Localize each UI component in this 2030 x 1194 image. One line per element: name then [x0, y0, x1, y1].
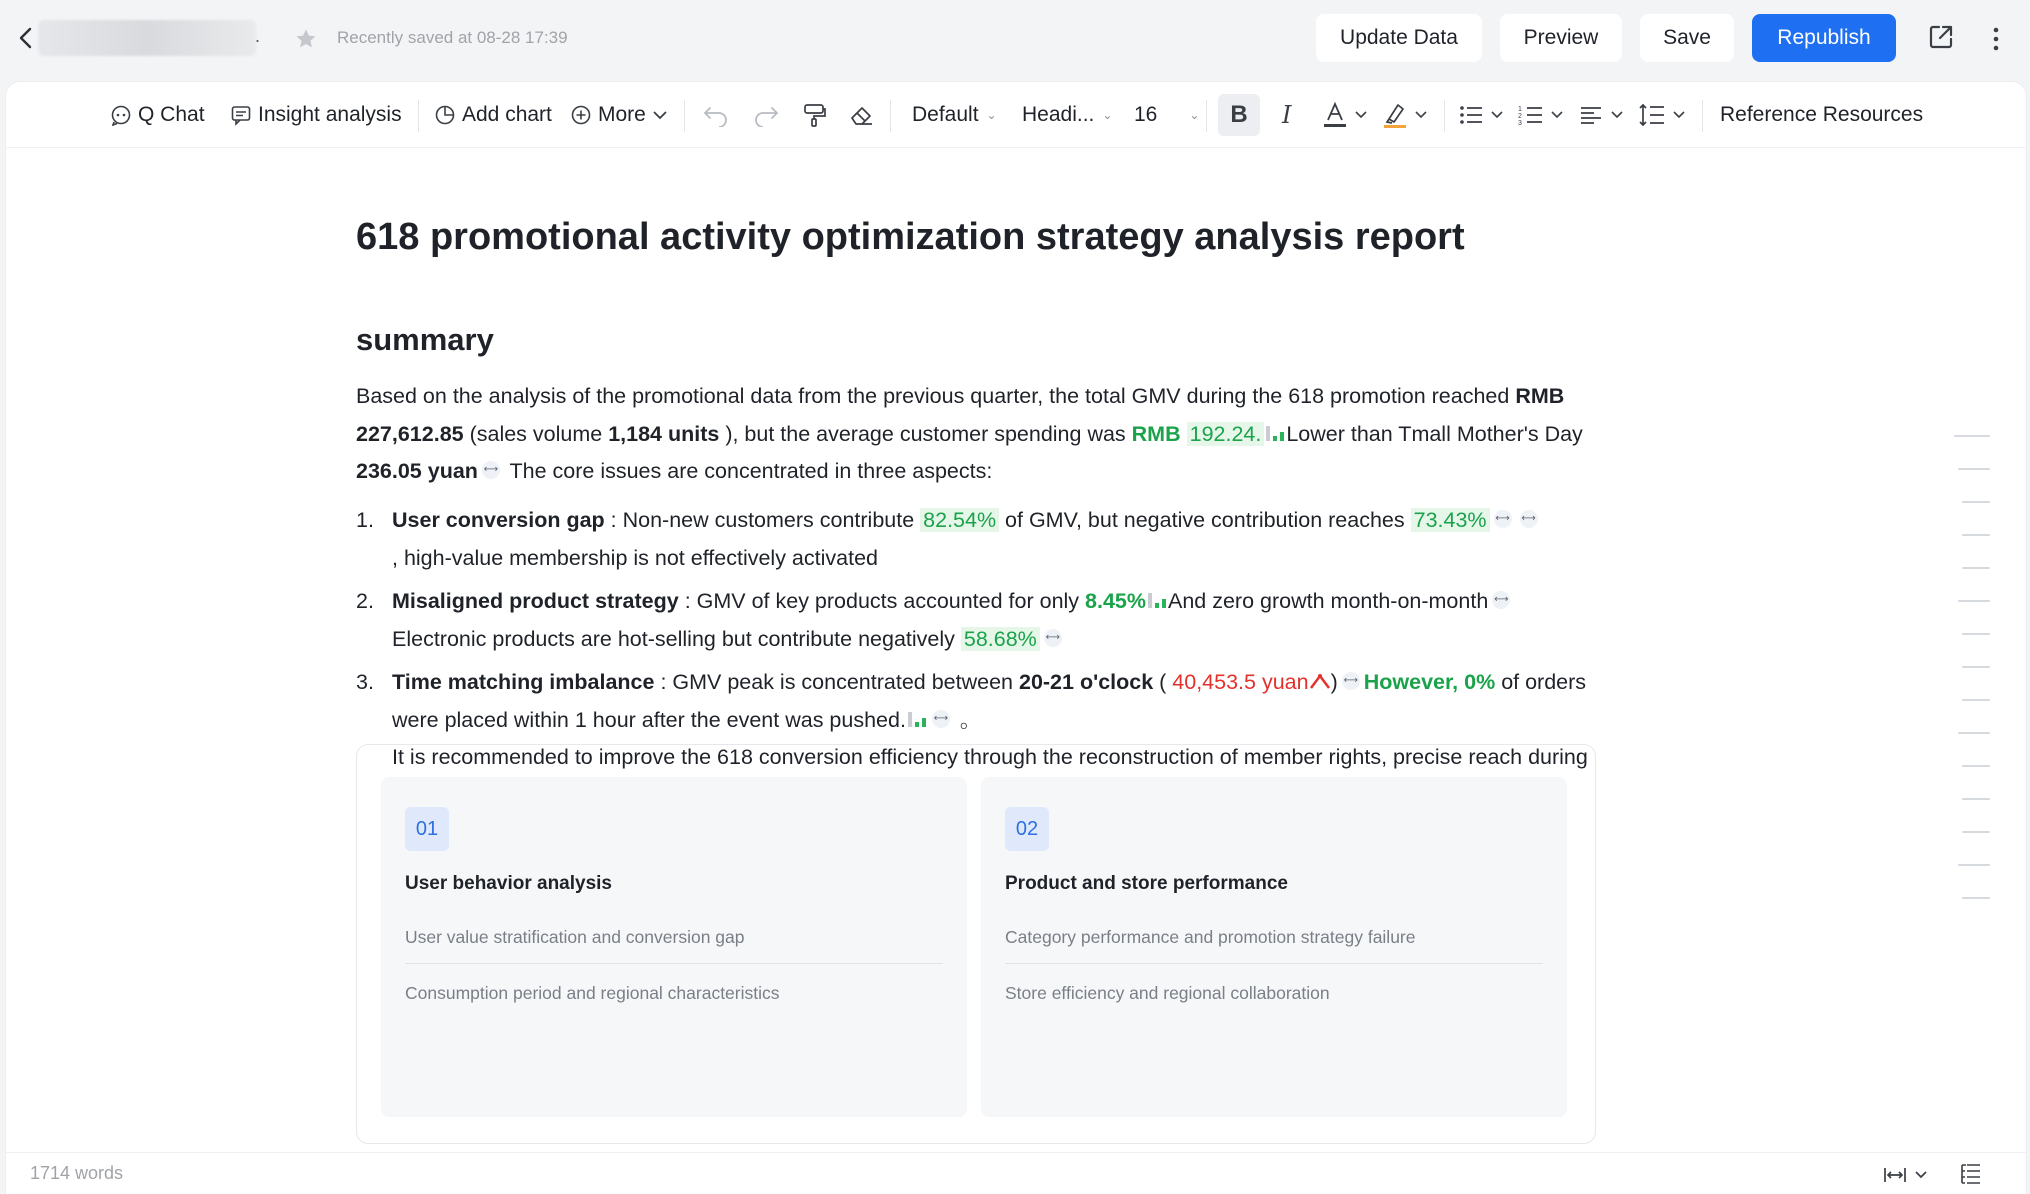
chevron-down-icon: [1490, 110, 1504, 120]
star-icon[interactable]: [294, 27, 318, 51]
mothers-day-value: 236.05 yuan: [356, 459, 478, 483]
font-size-value: 16: [1134, 103, 1158, 126]
list-item-title: Time matching imbalance: [392, 670, 655, 694]
card-number: 01: [405, 807, 449, 851]
undo-button[interactable]: [702, 96, 730, 134]
text-run: And zero growth month-on-month: [1168, 589, 1489, 613]
bullet-list-icon: [1458, 103, 1484, 127]
update-data-button[interactable]: Update Data: [1316, 14, 1482, 62]
outline-entry[interactable]: [1962, 633, 1990, 635]
more-label: More: [598, 103, 646, 126]
mini-bar-chart-icon[interactable]: [1146, 589, 1168, 611]
list-number: 2.: [356, 589, 374, 613]
chevron-down-icon: [1610, 110, 1624, 120]
mini-bar-chart-icon[interactable]: [906, 708, 928, 730]
chevron-down-icon: [1414, 110, 1428, 120]
status-bar: [6, 1152, 2026, 1194]
text-run: ), but the average customer spending was: [719, 421, 1132, 446]
outline-entry[interactable]: [1958, 732, 1990, 734]
link-icon[interactable]: ⟷: [1520, 510, 1538, 528]
card-subtopic[interactable]: User value stratification and conversion gap: [405, 927, 745, 947]
clear-format-button[interactable]: [848, 96, 876, 134]
q-chat-button[interactable]: [110, 96, 205, 134]
add-chart-label: Add chart: [462, 103, 552, 126]
list-number: 3.: [356, 670, 374, 694]
redo-icon: [752, 103, 780, 127]
bullet-list-button[interactable]: [1458, 96, 1504, 134]
font-size-select[interactable]: [1134, 96, 1199, 134]
text-color-button[interactable]: [1322, 96, 1368, 134]
format-painter-button[interactable]: [802, 96, 828, 134]
toolbar-divider: [418, 100, 419, 132]
chevron-down-icon: ⌄: [1102, 108, 1113, 122]
text-run: : GMV of key products accounted for only: [678, 589, 1086, 613]
link-icon[interactable]: ⟷: [1492, 591, 1510, 609]
peak-time: 20-21 o'clock: [1018, 670, 1154, 694]
list-number: 1.: [356, 508, 374, 532]
italic-button[interactable]: I: [1282, 101, 1292, 129]
top-bar: [0, 0, 2030, 78]
align-button[interactable]: [1578, 96, 1624, 134]
q-chat-label: Q Chat: [138, 103, 205, 126]
line-height-button[interactable]: [1638, 96, 1686, 134]
text-run: Based on the analysis of the promotional data from the previous quarter, the total GMV during the 618 promotion reached: [356, 384, 1516, 408]
outline-entry[interactable]: [1962, 534, 1990, 536]
save-button[interactable]: Save: [1640, 14, 1734, 62]
highlight-color-button[interactable]: [1382, 96, 1428, 134]
avg-spending-value: 192.24.: [1187, 422, 1265, 446]
gmv-value: RMB 227,612.85: [356, 384, 1565, 446]
chat-bot-icon: [110, 104, 132, 126]
format-painter-icon: [802, 102, 828, 128]
card-subtopic[interactable]: Category performance and promotion strategy failure: [1005, 927, 1416, 947]
list-item: [356, 583, 1606, 658]
text-run: : GMV peak is concentrated between: [654, 670, 1019, 694]
comment-icon: [230, 104, 252, 126]
align-left-icon: [1578, 103, 1604, 127]
link-icon[interactable]: ⟷: [932, 710, 950, 728]
back-button[interactable]: [12, 22, 40, 54]
recommendation-text: It is recommended to improve the 618 conversion efficiency through the reconstruction of member rights, precise reach during: [392, 745, 1588, 769]
text-run: of GMV, but negative contribution reaches: [999, 508, 1411, 532]
republish-button[interactable]: Republish: [1752, 14, 1896, 62]
toolbar-divider: [1206, 100, 1207, 132]
outline-entry[interactable]: [1962, 567, 1990, 569]
text-run: (: [1153, 670, 1173, 694]
text-run: ): [1330, 670, 1338, 694]
text-run: The core issues are concentrated in three aspects:: [503, 459, 993, 483]
font-family-value: Default: [912, 103, 979, 126]
divider: [405, 963, 943, 964]
chevron-down-icon: [1354, 110, 1368, 120]
mini-bar-chart-icon[interactable]: [1264, 422, 1286, 444]
eraser-icon: [848, 102, 876, 128]
outline-entry[interactable]: [1958, 864, 1990, 866]
avg-label: RMB: [1131, 421, 1181, 446]
outline-entry[interactable]: [1962, 798, 1990, 800]
chevron-down-icon: ⌄: [1189, 108, 1200, 122]
chevron-down-icon: [1672, 110, 1686, 120]
text-run: : Non-new customers contribute: [604, 508, 921, 532]
insight-analysis-label: Insight analysis: [258, 103, 402, 126]
conversion-value: However, 0%: [1363, 670, 1496, 694]
outline-entry[interactable]: [1962, 666, 1990, 668]
bold-button[interactable]: B: [1218, 94, 1260, 136]
toolbar-divider: [890, 100, 891, 132]
heading-value: Headi...: [1022, 103, 1095, 126]
card-subtopic[interactable]: Store efficiency and regional collaboration: [1005, 983, 1330, 1003]
link-icon[interactable]: ⟷: [1342, 672, 1360, 690]
outline-entry[interactable]: [1962, 897, 1990, 899]
metric-value: 58.68%: [961, 627, 1040, 651]
toolbar-divider: [1702, 100, 1703, 132]
more-vertical-icon[interactable]: [1986, 24, 2006, 54]
text-run: of orders were placed within 1 hour after the event was pushed.: [392, 670, 1587, 732]
outline-entry[interactable]: [1958, 600, 1990, 602]
preview-button[interactable]: Preview: [1500, 14, 1622, 62]
chevron-left-icon: [18, 26, 34, 50]
svg-text:3: 3: [1518, 120, 1522, 127]
chevron-down-icon: ⌄: [986, 108, 997, 122]
text-run: , high-value membership is not effectively activated: [392, 545, 878, 570]
insight-analysis-button[interactable]: [230, 96, 402, 134]
numbered-list-button[interactable]: [1518, 96, 1564, 134]
text-run: (sales volume: [463, 421, 609, 446]
outline-entry[interactable]: [1954, 435, 1990, 437]
line-height-icon: [1638, 102, 1666, 128]
outline-toggle-icon[interactable]: [1958, 1161, 1984, 1187]
undo-icon: [702, 103, 730, 127]
document-title: 618 promotional activity optimization strategy analysis report: [356, 216, 1465, 258]
outline-entry[interactable]: [1962, 699, 1990, 701]
svg-text:1: 1: [1518, 106, 1522, 113]
redo-button[interactable]: [752, 96, 780, 134]
toolbar-divider: [684, 100, 685, 132]
toc-card[interactable]: [981, 777, 1567, 1117]
summary-paragraph: [356, 378, 1596, 491]
document-name-redacted[interactable]: [38, 20, 256, 56]
peak-chart-icon[interactable]: [1309, 670, 1331, 692]
reference-resources-button[interactable]: Reference Resources: [1720, 103, 1924, 126]
highlighter-icon: [1382, 101, 1408, 129]
metric-value: 8.45%: [1085, 589, 1146, 613]
card-title: User behavior analysis: [405, 873, 612, 894]
outline-entry[interactable]: [1962, 765, 1990, 767]
outline-entry[interactable]: [1958, 468, 1990, 470]
list-item: [356, 502, 1606, 577]
peak-gmv-value: 40,453.5 yuan: [1172, 670, 1309, 694]
card-number: 02: [1005, 807, 1049, 851]
heading-select[interactable]: [1022, 96, 1112, 134]
page-width-icon[interactable]: [1882, 1163, 1932, 1187]
document-name-suffix: .: [255, 26, 261, 46]
save-status: Recently saved at 08-28 17:39: [337, 28, 568, 47]
list-item-title: User conversion gap: [392, 508, 605, 532]
editor-toolbar: [6, 82, 2026, 148]
table-of-contents-block: [356, 744, 1596, 1144]
pie-chart-icon: [434, 104, 456, 126]
link-icon[interactable]: ⟷: [482, 461, 500, 479]
open-external-icon[interactable]: [1926, 22, 1956, 52]
link-icon[interactable]: ⟷: [1044, 629, 1062, 647]
text-color-icon: [1322, 101, 1348, 129]
summary-heading: summary: [356, 322, 494, 357]
link-icon[interactable]: ⟷: [1494, 510, 1512, 528]
units-value: 1,184 units: [608, 421, 720, 446]
numbered-list-icon: [1518, 103, 1544, 127]
word-count: 1714 words: [30, 1163, 124, 1183]
toolbar-divider: [1444, 100, 1445, 132]
metric-value: 73.43%: [1411, 508, 1490, 532]
metric-value: 82.54%: [920, 508, 999, 532]
card-title: Product and store performance: [1005, 873, 1288, 894]
toc-card[interactable]: [381, 777, 967, 1117]
outline-entry[interactable]: [1962, 501, 1990, 503]
plus-circle-icon: [570, 104, 592, 126]
outline-entry[interactable]: [1962, 831, 1990, 833]
text-run: Lower than Tmall Mother's Day: [1286, 421, 1583, 446]
card-subtopic[interactable]: Consumption period and regional characteristics: [405, 983, 780, 1003]
chevron-down-icon: [1550, 110, 1564, 120]
svg-text:2: 2: [1518, 113, 1522, 120]
text-run: Electronic products are hot-selling but contribute negatively: [392, 626, 961, 651]
list-item-title: Misaligned product strategy: [392, 589, 679, 613]
font-family-select[interactable]: [912, 96, 997, 134]
more-menu-button[interactable]: [570, 96, 668, 134]
add-chart-button[interactable]: [434, 96, 552, 134]
divider: [1005, 963, 1543, 964]
chevron-down-icon: [652, 109, 668, 121]
text-run: 。: [953, 707, 982, 732]
